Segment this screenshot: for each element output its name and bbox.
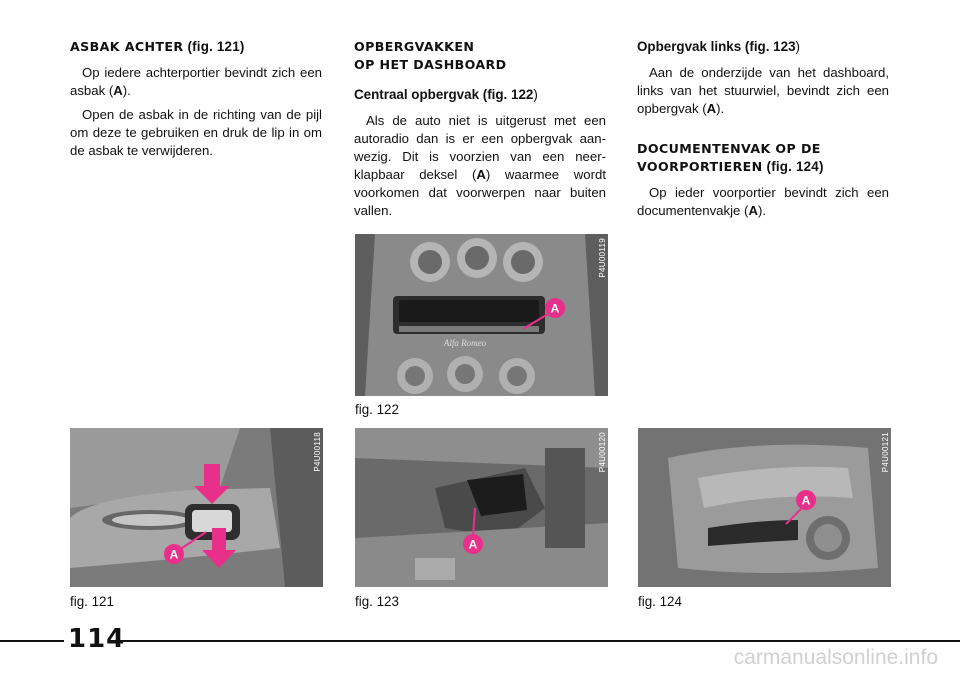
figure-124-photo	[638, 428, 891, 587]
figure-121-photo	[70, 428, 323, 587]
watermark: carmanualsonline.info	[733, 646, 938, 669]
figure-code: P4U00118	[313, 432, 322, 472]
column-2	[354, 38, 606, 226]
paragraph: Open de asbak in de richting van de pijl om deze te gebruiken en druk de lip in om de asbak te verwijderen.	[70, 107, 322, 158]
title-text: ASBAK ACHTER	[70, 39, 184, 54]
svg-text:A: A	[169, 547, 179, 562]
caption-fig-123: fig. 123	[355, 594, 399, 609]
section-title-asbak	[70, 38, 322, 56]
column-3	[637, 38, 889, 226]
paragraph: Als de auto niet is uitgerust met een autoradio dan is er een opbergvak aanwezig. Dit is voorzien van een neerklapbaar deksel (A) waarmee wordt voorkomen dat voorwerpen naar buiten vallen.	[354, 113, 606, 218]
column-1	[70, 38, 322, 166]
subheading-links: Opbergvak links (fig. 123)	[637, 39, 800, 54]
caption-fig-122: fig. 122	[355, 402, 399, 417]
caption-fig-124: fig. 124	[638, 594, 682, 609]
svg-text:A: A	[468, 537, 478, 552]
paragraph: Op ieder voorportier bevindt zich een documentenvakje (A).	[637, 185, 889, 218]
svg-text:A: A	[550, 301, 560, 316]
subheading-centraal: Centraal opbergvak (fig. 122)	[354, 87, 538, 102]
figure-123-photo	[355, 428, 608, 587]
page-number: 114	[68, 624, 126, 654]
title-fig-ref: (fig. 121)	[183, 39, 245, 54]
paragraph: Aan de onderzijde van het dashboard, links van het stuurwiel, bevindt zich een opbergvak (A).	[637, 65, 889, 116]
figure-code: P4U00119	[598, 238, 607, 278]
figure-code: P4U00120	[598, 432, 607, 473]
svg-text:Alfa Romeo: Alfa Romeo	[443, 338, 487, 348]
footer-rule-right	[122, 640, 960, 642]
figure-code: P4U00121	[881, 432, 890, 473]
svg-text:A: A	[801, 493, 811, 508]
paragraph: Op iedere achterportier bevindt zich een asbak (A).	[70, 65, 322, 98]
section-title-documentenvak: DOCUMENTENVAK OP DE VOORPORTIEREN (fig. 124)	[637, 141, 824, 174]
footer-rule-left	[0, 640, 64, 642]
figure-122-photo	[355, 234, 608, 396]
caption-fig-121: fig. 121	[70, 594, 114, 609]
section-title-opbergvakken: OPBERGVAKKEN OP HET DASHBOARD	[354, 39, 507, 72]
